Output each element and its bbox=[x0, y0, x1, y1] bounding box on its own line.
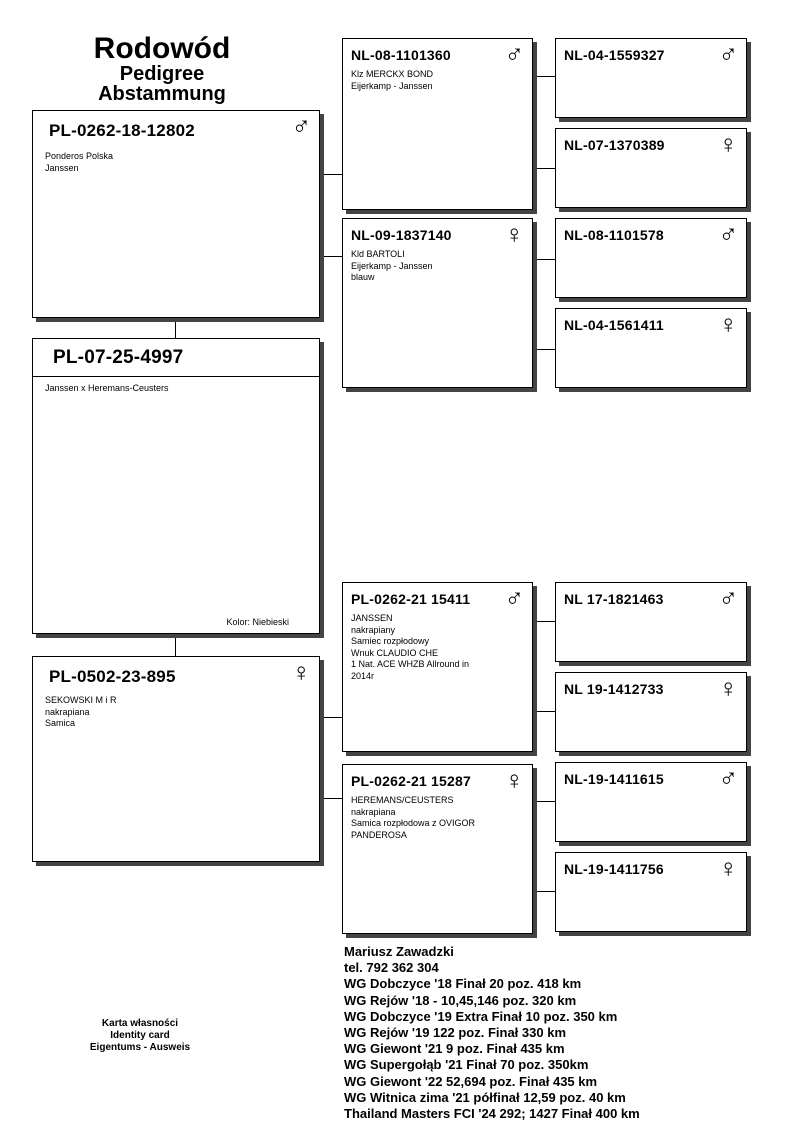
mmf-ring: NL-19-1411615 bbox=[564, 771, 664, 787]
female-icon: ♀ bbox=[718, 129, 738, 159]
result-line: WG Supergołąb '21 Finał 70 poz. 350km bbox=[344, 1057, 589, 1073]
great-grandparent-box bbox=[555, 672, 747, 752]
connector bbox=[533, 711, 555, 712]
ff-ring: NL-08-1101360 bbox=[351, 47, 451, 63]
bird-color: Kolor: Niebieski bbox=[226, 617, 289, 627]
connector bbox=[320, 717, 342, 718]
title-abstammung: Abstammung bbox=[98, 83, 226, 105]
male-icon: ♂ bbox=[504, 39, 524, 69]
mmm-ring: NL-19-1411756 bbox=[564, 861, 664, 877]
mother-box bbox=[32, 656, 320, 862]
ffm-ring: NL-07-1370389 bbox=[564, 137, 665, 153]
result-line: WG Rejów '19 122 poz. Finał 330 km bbox=[344, 1025, 566, 1041]
great-grandparent-box bbox=[555, 128, 747, 208]
connector bbox=[533, 76, 555, 77]
mff-ring: NL 17-1821463 bbox=[564, 591, 664, 607]
male-icon: ♂ bbox=[504, 583, 524, 613]
great-grandparent-box bbox=[555, 582, 747, 662]
male-icon: ♂ bbox=[718, 219, 738, 249]
pedigree-title bbox=[62, 34, 262, 104]
result-line: WG Giewont '22 52,694 poz. Finał 435 km bbox=[344, 1073, 598, 1089]
bird-ring: PL-07-25-4997 bbox=[53, 347, 184, 368]
great-grandparent-box bbox=[555, 218, 747, 298]
result-line: WG Dobczyce '19 Extra Finał 10 poz. 350 km bbox=[344, 1008, 618, 1024]
owner-info bbox=[344, 944, 640, 1122]
identity-card-label bbox=[50, 1018, 230, 1054]
fm-ring: NL-09-1837140 bbox=[351, 227, 452, 243]
result-line: WG Rejów '18 - 10,45,146 poz. 320 km bbox=[344, 992, 577, 1008]
fmm-ring: NL-04-1561411 bbox=[564, 317, 664, 333]
bird-box bbox=[32, 338, 320, 634]
connector bbox=[533, 168, 555, 169]
mother-ring: PL-0502-23-895 bbox=[49, 667, 176, 686]
mf-ring: PL-0262-21 15411 bbox=[351, 591, 471, 607]
connector bbox=[320, 174, 342, 175]
grandmother-paternal-box bbox=[342, 218, 533, 388]
title-rodowod: Rodowód bbox=[93, 32, 231, 65]
grandfather-maternal-box bbox=[342, 582, 533, 752]
connector bbox=[533, 621, 555, 622]
father-ring: PL-0262-18-12802 bbox=[49, 121, 195, 140]
bird-desc: Janssen x Heremans-Ceusters bbox=[45, 383, 169, 393]
result-line: WG Dobczyce '18 Finał 20 poz. 418 km bbox=[344, 976, 582, 992]
female-icon: ♀ bbox=[291, 657, 311, 687]
female-icon: ♀ bbox=[718, 853, 738, 883]
connector bbox=[533, 259, 555, 260]
female-icon: ♀ bbox=[718, 673, 738, 703]
connector bbox=[320, 798, 342, 799]
male-icon: ♂ bbox=[291, 111, 311, 141]
title-pedigree: Pedigree bbox=[119, 63, 205, 85]
mm-ring: PL-0262-21 15287 bbox=[351, 773, 471, 789]
connector bbox=[175, 318, 176, 338]
bird-header-divider bbox=[33, 376, 319, 377]
connector bbox=[533, 801, 555, 802]
card-line-en: Identity card bbox=[110, 1030, 170, 1041]
female-icon: ♀ bbox=[718, 309, 738, 339]
great-grandparent-box bbox=[555, 762, 747, 842]
ff-desc: Klz MERCKX BOND Eijerkamp - Janssen bbox=[351, 69, 434, 91]
great-grandparent-box bbox=[555, 38, 747, 118]
result-line: WG Giewont '21 9 poz. Finał 435 km bbox=[344, 1041, 565, 1057]
result-line: WG Witnica zima '21 półfinał 12,59 poz. 40 km bbox=[344, 1089, 626, 1105]
male-icon: ♂ bbox=[718, 763, 738, 793]
female-icon: ♀ bbox=[504, 219, 524, 249]
grandmother-maternal-box bbox=[342, 764, 533, 934]
mm-desc: HEREMANS/CEUSTERS nakrapiana Samica rozpłodowa z OVIGOR PANDEROSA bbox=[351, 795, 476, 840]
card-line-pl: Karta własności bbox=[101, 1018, 179, 1029]
male-icon: ♂ bbox=[718, 583, 738, 613]
fff-ring: NL-04-1559327 bbox=[564, 47, 665, 63]
owner-name: Mariusz Zawadzki bbox=[344, 944, 454, 959]
fm-desc: Kld BARTOLI Eijerkamp - Janssen blauw bbox=[351, 249, 433, 282]
result-line: Thailand Masters FCI '24 292; 1427 Finał 400 km bbox=[344, 1106, 640, 1122]
connector bbox=[320, 256, 342, 257]
mfm-ring: NL 19-1412733 bbox=[564, 681, 664, 697]
connector bbox=[175, 634, 176, 656]
fmf-ring: NL-08-1101578 bbox=[564, 227, 664, 243]
mother-desc: SEKOWSKI M i R nakrapiana Samica bbox=[45, 695, 117, 728]
female-icon: ♀ bbox=[504, 765, 524, 795]
owner-phone: tel. 792 362 304 bbox=[344, 960, 439, 976]
mf-desc: JANSSEN nakrapiany Samiec rozpłodowy Wnuk CLAUDIO CHE 1 Nat. ACE WHZB Allround in 2014r bbox=[351, 613, 470, 681]
father-box bbox=[32, 110, 320, 318]
connector bbox=[533, 349, 555, 350]
male-icon: ♂ bbox=[718, 39, 738, 69]
great-grandparent-box bbox=[555, 308, 747, 388]
father-desc: Ponderos Polska Janssen bbox=[45, 151, 114, 173]
card-line-de: Eigentums - Ausweis bbox=[89, 1042, 191, 1053]
connector bbox=[533, 891, 555, 892]
grandfather-paternal-box bbox=[342, 38, 533, 210]
great-grandparent-box bbox=[555, 852, 747, 932]
